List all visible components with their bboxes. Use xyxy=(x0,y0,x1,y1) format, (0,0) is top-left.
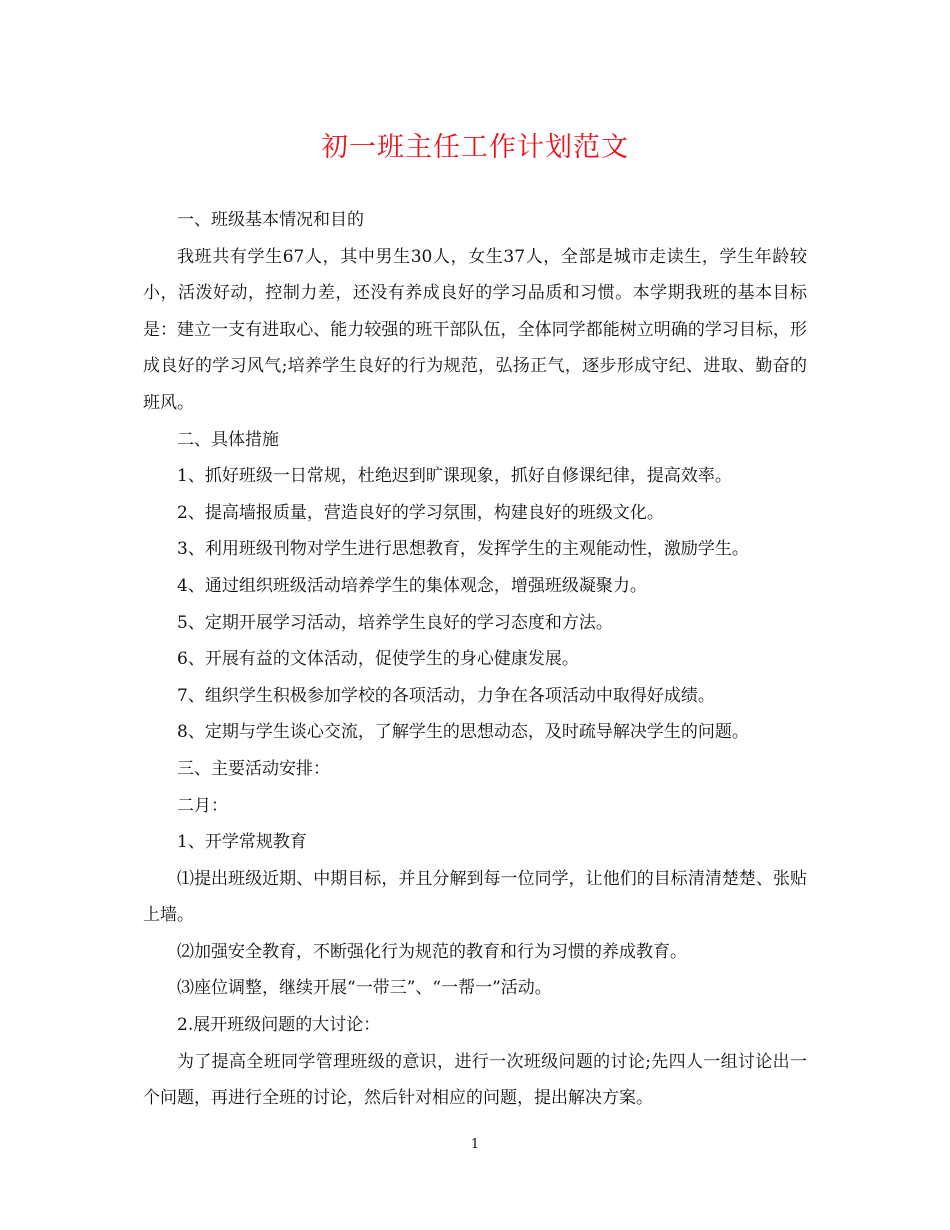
document-title: 初一班主任工作计划范文 xyxy=(321,132,629,163)
month-heading-february: 二月： xyxy=(177,795,228,816)
document-body xyxy=(143,202,807,1117)
page-number: 1 xyxy=(470,1137,480,1152)
measure-item-7: 7、组织学生积极参加学校的各项活动，力争在各项活动中取得好成绩。 xyxy=(177,685,715,706)
measure-item-6: 6、开展有益的文体活动，促使学生的身心健康发展。 xyxy=(177,649,579,670)
measure-item-3: 3、利用班级刊物对学生进行思想教育，发挥学生的主观能动性，激励学生。 xyxy=(177,539,749,560)
section-heading-2: 二、具体措施 xyxy=(177,429,279,450)
activity-heading-2: 2.展开班级问题的大讨论： xyxy=(177,1015,381,1036)
paragraph-class-situation: 我班共有学生67人，其中男生30人，女生37人，全部是城市走读生，学生年龄较小，活泼好动，控制力差，还没有养成良好的学习品质和习惯。本学期我班的基本目标是：建立一支有进取心、能力较强的班干部队伍，全体同学都能树立明确的学习目标，形成良好的学习风气;培养学生良好的行为规范，弘扬正气，逐步形成守纪、进取、勤奋的班风。 xyxy=(143,246,807,413)
measure-item-1: 1、抓好班级一日常规，杜绝迟到旷课现象，抓好自修课纪律，提高效率。 xyxy=(177,466,732,487)
measure-item-8: 8、定期与学生谈心交流，了解学生的思想动态，及时疏导解决学生的问题。 xyxy=(177,722,749,743)
section-heading-3: 三、主要活动安排： xyxy=(177,758,330,779)
section-heading-1: 一、班级基本情况和目的 xyxy=(177,210,364,230)
paragraph-class-discussion: 为了提高全班同学管理班级的意识，进行一次班级问题的讨论;先四人一组讨论出一个问题，再进行全班的讨论，然后针对相应的问题，提出解决方案。 xyxy=(143,1051,807,1109)
measure-item-4: 4、通过组织班级活动培养学生的集体观念，增强班级凝聚力。 xyxy=(177,575,647,596)
activity-subitem-1: ⑴提出班级近期、中期目标，并且分解到每一位同学，让他们的目标清清楚楚、张贴上墙。 xyxy=(143,868,807,926)
activity-heading-1: 1、开学常规教育 xyxy=(177,832,307,853)
measure-item-2: 2、提高墙报质量，营造良好的学习氛围，构建良好的班级文化。 xyxy=(177,502,664,523)
activity-subitem-3: ⑶座位调整，继续开展“一带三”、“一帮一”活动。 xyxy=(177,978,552,999)
activity-subitem-2: ⑵加强安全教育，不断强化行为规范的教育和行为习惯的养成教育。 xyxy=(177,941,687,962)
measure-item-5: 5、定期开展学习活动，培养学生良好的学习态度和方法。 xyxy=(177,612,613,633)
